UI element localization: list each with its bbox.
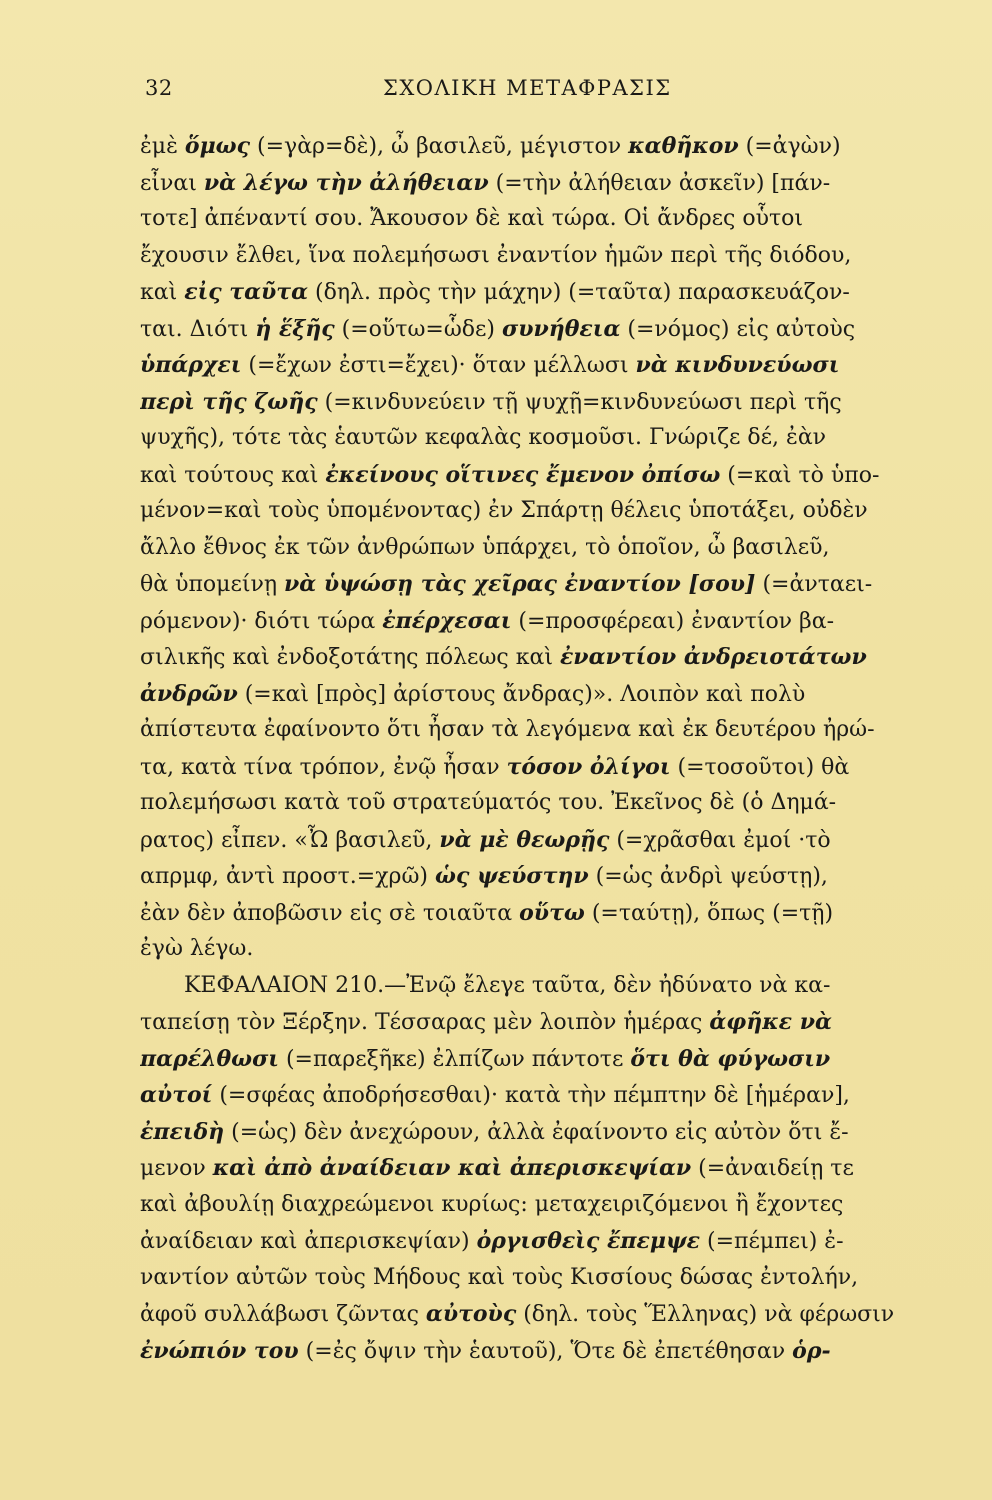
body-text (140, 128, 910, 1369)
highlighted-phrase: αὐτοὺς (425, 1301, 517, 1327)
text-segment: εἶναι (140, 170, 204, 196)
text-segment: (=καὶ [πρὸς] ἀρίστους ἄνδρας)». Λοιπὸν καὶ πολὺ (237, 681, 806, 707)
text-segment: (=πέμπει) ἐ- (700, 1229, 844, 1254)
text-line (140, 749, 910, 786)
highlighted-phrase: εἰς ταῦτα (184, 279, 309, 305)
text-segment: ἀφοῦ συλλάβωσι ζῶντας (140, 1302, 426, 1327)
highlighted-phrase: ὅτι θὰ φύγωσιν (630, 1045, 831, 1072)
text-segment: (=τοσοῦτοι) θὰ (670, 754, 850, 780)
highlighted-phrase: ὡς ψεύστην (435, 863, 589, 889)
text-line (140, 858, 910, 895)
text-segment: ἐμὲ (140, 134, 185, 159)
text-segment: ΚΕΦΑΛΑΙΟΝ 210.—Ἐνῷ ἔλεγε ταῦτα, δὲν ἠδύνατο νὰ κα- (184, 972, 831, 998)
text-line (140, 530, 910, 567)
text-segment: (=σφέας ἀποδρήσεσθαι)· κατὰ τὴν πέμπτην δὲ [ἡμέραν], (212, 1083, 850, 1108)
text-segment: ἄλλο ἔθνος ἐκ τῶν ἀνθρώπων ὑπάρχει, τὸ ὁποῖον, ὦ βασιλεῦ, (140, 534, 830, 560)
text-line (140, 822, 910, 859)
highlighted-phrase: ἐπειδὴ (140, 1118, 225, 1145)
page-number: 32 (145, 76, 173, 100)
highlighted-phrase: ἡ ἕξῆς (255, 315, 335, 342)
text-segment: θὰ ὑπομείνῃ (140, 572, 285, 597)
text-segment: ταπείσῃ τὸν Ξέρξην. Τέσσαρας μὲν λοιπὸν ἡμέρας (140, 1010, 710, 1035)
highlighted-phrase: ἐκείνους οἵτινες ἔμενον ὀπίσω (325, 461, 721, 488)
highlighted-phrase: νὰ λέγω τὴν ἀλήθειαν (203, 169, 489, 196)
text-segment: καὶ τούτους καὶ (140, 462, 326, 488)
text-segment: καὶ ἀβουλίῃ διαχρεώμενοι κυρίως: μεταχειριζόμενοι ἢ ἔχοντες (140, 1191, 844, 1217)
text-line (140, 420, 910, 457)
text-line (140, 1296, 910, 1333)
text-segment: πολεμήσωσι κατὰ τοῦ στρατεύματός του. Ἐκεῖνος δὲ (ὁ Δημά- (140, 790, 837, 815)
text-segment: (=χρᾶσθαι ἐμοί ·τὸ (609, 827, 831, 853)
text-line (140, 384, 910, 421)
text-segment: ρόμενον)· διότι τώρα (140, 608, 383, 634)
highlighted-phrase: τόσον ὀλίγοι (506, 753, 671, 780)
highlighted-phrase: περὶ τῆς ζωῆς (140, 388, 318, 415)
text-line (140, 1223, 910, 1260)
text-line (140, 712, 910, 749)
text-line (140, 566, 910, 603)
text-segment: σιλικῆς καὶ ἐνδοξοτάτης πόλεως καὶ (140, 645, 560, 670)
text-segment: ἀπίστευτα ἐφαίνοντο ὅτι ἦσαν τὰ λεγόμενα καὶ ἐκ δευτέρου ἠρώ- (140, 717, 875, 742)
highlighted-phrase: ἀφῆκε νὰ (709, 1009, 832, 1035)
text-segment: (=ὡς ἀνδρὶ ψεύστῃ), (588, 864, 828, 889)
highlighted-phrase: παρέλθωσι (140, 1045, 279, 1072)
text-segment: (δηλ. τοὺς Ἕλληνας) νὰ φέρωσιν (516, 1302, 895, 1327)
text-line (140, 639, 910, 676)
highlighted-phrase: ὁρ- (792, 1337, 831, 1364)
text-segment: (=προσφέρεαι) ἐναντίον βα- (511, 608, 835, 634)
running-title: ΣΧΟΛΙΚΗ ΜΕΤΑΦΡΑΣΙΣ (383, 76, 672, 100)
highlighted-phrase: ὀργισθεὶς ἔπεμψε (476, 1228, 701, 1254)
text-line (140, 493, 910, 530)
text-line (140, 603, 910, 640)
text-line (140, 238, 910, 275)
text-line (140, 274, 910, 311)
text-segment: (=οὕτω=ὧδε) (334, 316, 502, 342)
text-line (140, 968, 910, 1005)
text-line (140, 347, 910, 384)
highlighted-phrase: νὰ ὑψώσῃ τὰς χεῖρας ἐναντίον [σου] (284, 571, 756, 597)
text-line (140, 1041, 910, 1078)
text-line (140, 457, 910, 494)
highlighted-phrase: ἐπέρχεσαι (382, 607, 512, 634)
text-line (140, 1260, 910, 1297)
text-line (140, 676, 910, 713)
text-segment: (=καὶ τὸ ὑπο- (720, 462, 880, 488)
highlighted-phrase: νὰ μὲ θεωρῇς (439, 826, 610, 853)
page-header (0, 70, 992, 110)
text-segment: ρατος) εἶπεν. «Ὦ βασιλεῦ, (140, 827, 440, 853)
text-segment: (=ἔχων ἐστι=ἔχει)· ὅταν μέλλωσι (241, 353, 636, 378)
text-line (140, 1333, 910, 1370)
text-line (140, 1004, 910, 1041)
highlighted-phrase: συνήθεια (502, 315, 621, 342)
text-segment: τοτε] ἀπέναντί σου. Ἄκουσον δὲ καὶ τώρα. Οἱ ἄνδρες οὗτοι (140, 206, 804, 231)
highlighted-phrase: ἐνώπιόν του (140, 1337, 299, 1364)
highlighted-phrase: καὶ ἀπὸ ἀναίδειαν καὶ ἀπερισκεψίαν (212, 1155, 692, 1181)
text-segment: (=ἐς ὄψιν τὴν ἑαυτοῦ), Ὅτε δὲ ἐπετέθησαν (298, 1338, 793, 1364)
highlighted-phrase: οὕτω (519, 899, 585, 926)
text-segment: (=ἀνταει- (755, 572, 873, 597)
text-segment: μένον=καὶ τοὺς ὑπομένοντας) ἐν Σπάρτῃ θέλεις ὑποτάξει, οὐδὲν (140, 498, 868, 523)
text-line (140, 931, 910, 968)
text-segment: καὶ (140, 280, 185, 305)
text-segment: ται. Διότι (140, 316, 256, 342)
text-segment: (=ὡς) δὲν ἀνεχώρουν, ἀλλὰ ἐφαίνοντο εἰς αὐτὸν ὅτι ἔ- (224, 1119, 849, 1145)
highlighted-phrase: καθῆκον (628, 133, 739, 159)
text-segment: (=νόμος) εἰς αὐτοὺς (620, 316, 856, 342)
highlighted-phrase: ὑπάρχει (140, 352, 242, 378)
text-line (140, 201, 910, 238)
text-line (140, 785, 910, 822)
text-segment: (=ταύτῃ), ὅπως (=τῇ) (584, 900, 834, 926)
text-segment: μενον (140, 1156, 213, 1181)
text-line (140, 895, 910, 932)
text-line (140, 165, 910, 202)
text-segment: ἐγὼ λέγω. (140, 936, 254, 961)
text-segment: (=ἀγὼν) (738, 134, 841, 159)
text-segment: ἐὰν δὲν ἀποβῶσιν εἰς σὲ τοιαῦτα (140, 900, 520, 926)
text-segment: ψυχῆς), τότε τὰς ἑαυτῶν κεφαλὰς κοσμοῦσι. Γνώριζε δέ, ἐὰν (140, 425, 827, 450)
text-line (140, 1077, 910, 1114)
text-segment: ναντίον αὐτῶν τοὺς Μήδους καὶ τοὺς Κισσίους δώσας ἐντολήν, (140, 1264, 859, 1290)
text-segment: (δηλ. πρὸς τὴν μάχην) (=ταῦτα) παρασκευάζον- (308, 280, 850, 305)
highlighted-phrase: ὅμως (184, 133, 251, 159)
text-segment: απρμφ, ἀντὶ προστ.=χρῶ) (140, 864, 435, 889)
highlighted-phrase: ἐναντίον ἀνδρειοτάτων (559, 644, 867, 670)
text-line (140, 1114, 910, 1151)
text-line (140, 1150, 910, 1187)
text-segment: ἔχουσιν ἔλθει, ἵνα πολεμήσωσι ἐναντίον ἡμῶν περὶ τῆς διόδου, (140, 242, 852, 268)
text-segment: (=ἀναιδείῃ τε (691, 1156, 854, 1181)
text-line (140, 128, 910, 165)
text-line (140, 311, 910, 348)
text-segment: τα, κατὰ τίνα τρόπον, ἐνῷ ἦσαν (140, 754, 507, 780)
highlighted-phrase: ἀνδρῶν (140, 680, 238, 707)
highlighted-phrase: αὐτοί (140, 1082, 213, 1108)
highlighted-phrase: νὰ κινδυνεύωσι (635, 352, 840, 378)
text-line (140, 1187, 910, 1224)
text-segment: (=τὴν ἀλήθειαν ἀσκεῖν) [πάν- (488, 170, 831, 196)
text-segment: (=παρεξῆκε) ἐλπίζων πάντοτε (278, 1046, 631, 1072)
text-segment: ἀναίδειαν καὶ ἀπερισκεψίαν) (140, 1229, 477, 1254)
text-segment: (=γὰρ=δὲ), ὦ βασιλεῦ, μέγιστον (250, 134, 629, 159)
text-segment: (=κινδυνεύειν τῇ ψυχῇ=κινδυνεύωσι περὶ τῆς (317, 389, 842, 415)
